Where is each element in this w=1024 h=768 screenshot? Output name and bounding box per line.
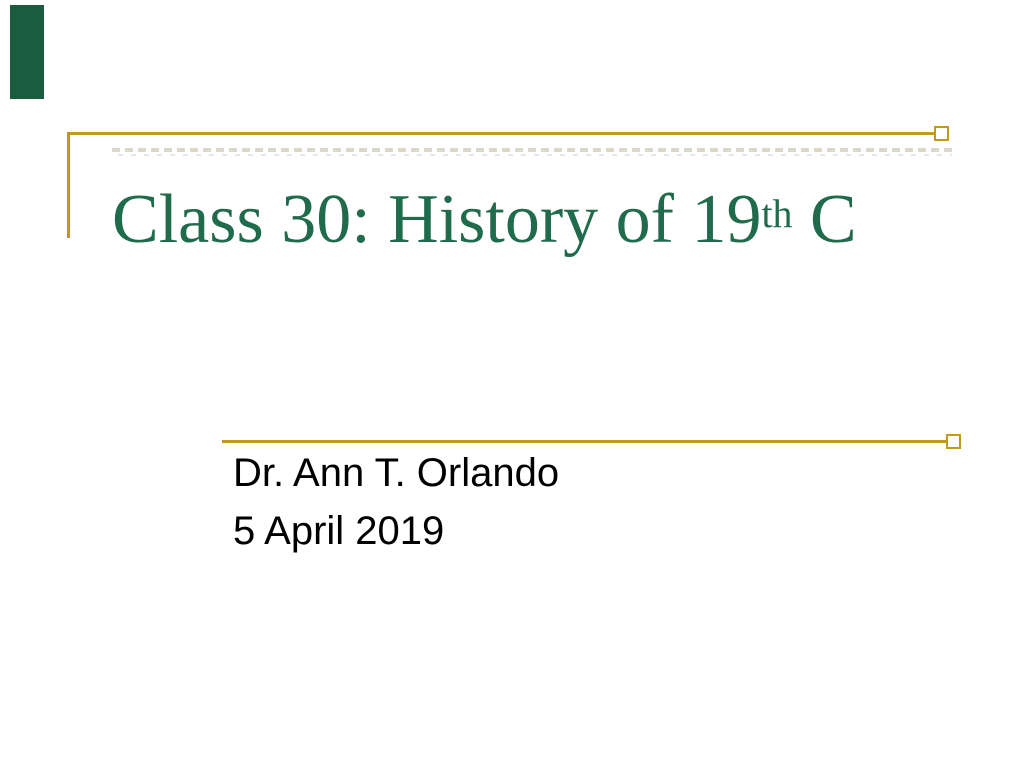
title-rule-corner [67,132,70,238]
title-rule [67,132,934,135]
corner-accent-block [10,5,44,99]
pixel-dash-row-1 [112,148,952,152]
author-line: Dr. Ann T. Orlando [233,451,560,495]
subtitle-block [233,444,833,560]
slide-title-tail: C [792,181,857,258]
slide-title-superscript: th [761,191,793,237]
title-rule-end-square [934,126,949,141]
subtitle-rule-end-square [946,434,961,449]
pixel-dash-row-2 [118,154,952,156]
slide-title [112,181,992,264]
slide-title-text: Class 30: History of 19 [112,181,762,258]
subtitle-rule [222,440,946,443]
date-line: 5 April 2019 [233,509,445,553]
